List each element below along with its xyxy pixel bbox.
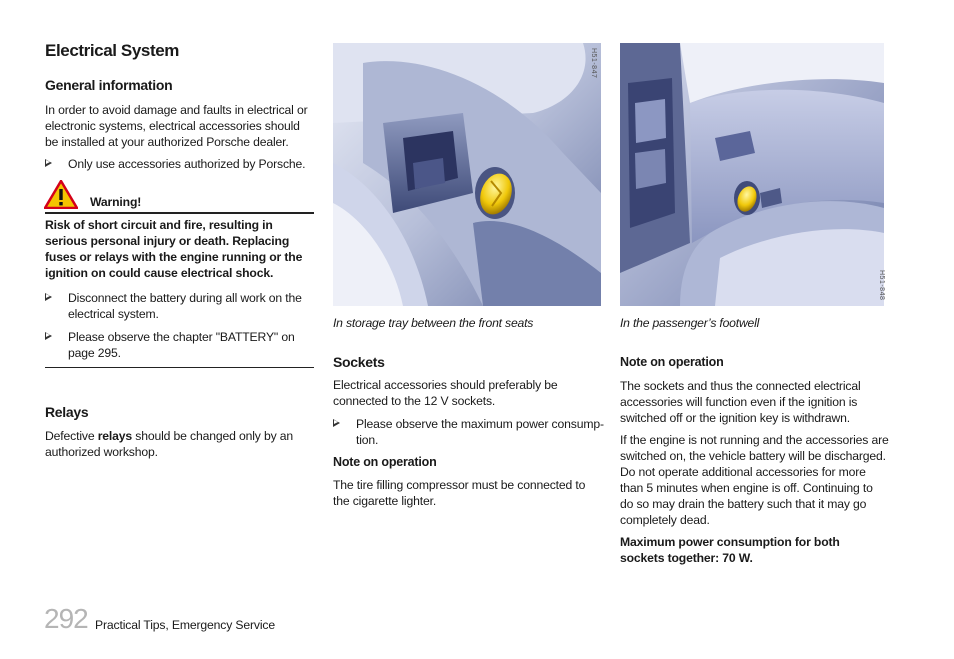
warning-end-rule <box>45 367 314 368</box>
bullet-triangle-icon <box>45 159 52 167</box>
note2-para2: If the engine is not running and the accessories are switched on, the vehicle battery will be discharged. Do not operate additional accessories for more than 5 minutes when engine is off. Continuing to do so may drain the battery such that it may go completely dead. <box>620 433 889 527</box>
storage-tray-photo <box>333 43 601 306</box>
warning-icon <box>44 180 78 209</box>
general-intro: In order to avoid damage and faults in electrical or electronic systems, electrical accessories should be installed at your authorized Porsche dealer. <box>45 103 308 149</box>
sockets-note-heading: Note on operation <box>333 455 437 469</box>
photo2-caption: In the passenger’s footwell <box>620 316 760 330</box>
note2-para1: The sockets and thus the connected electrical accessories will function even if the ignition is switched off or the ignition key is withdrawn. <box>620 379 861 425</box>
bullet-triangle-icon <box>45 332 52 340</box>
sockets-note-text: The tire filling compressor must be connected to the cigarette lighter. <box>333 478 586 508</box>
warning-label: Warning! <box>90 195 142 209</box>
photo1-code: H51-847 <box>590 48 597 79</box>
chapter-title: Practical Tips, Emergency Service <box>95 618 275 632</box>
relays-heading: Relays <box>45 404 89 420</box>
general-heading: General information <box>45 77 173 93</box>
note2-heading: Note on operation <box>620 355 724 369</box>
storage-tray-illustration <box>333 43 601 306</box>
warning-text: Risk of short circuit and fire, resulting in serious personal injury or death. Replacing fuses or relays with the engine running or the ignition on could cause electrical shock. <box>45 218 303 280</box>
bullet-triangle-icon <box>45 293 52 301</box>
warning-rule <box>45 212 314 214</box>
photo2-code: H51-848 <box>878 270 885 301</box>
bullet-triangle-icon <box>333 419 340 427</box>
photo1-caption: In storage tray between the front seats <box>333 316 534 330</box>
footwell-illustration <box>620 43 884 306</box>
section-title: Electrical System <box>45 41 180 60</box>
page-number: 292 <box>44 603 88 634</box>
relays-text: Defective relays should be changed only by an authorized workshop. <box>45 429 294 459</box>
max-power-text: Maximum power consumption for both sockets together: 70 W. <box>620 535 840 565</box>
footwell-photo <box>620 43 884 306</box>
sockets-heading: Sockets <box>333 354 385 370</box>
sockets-text: Electrical accessories should preferably be connected to the 12 V sockets. <box>333 378 558 408</box>
